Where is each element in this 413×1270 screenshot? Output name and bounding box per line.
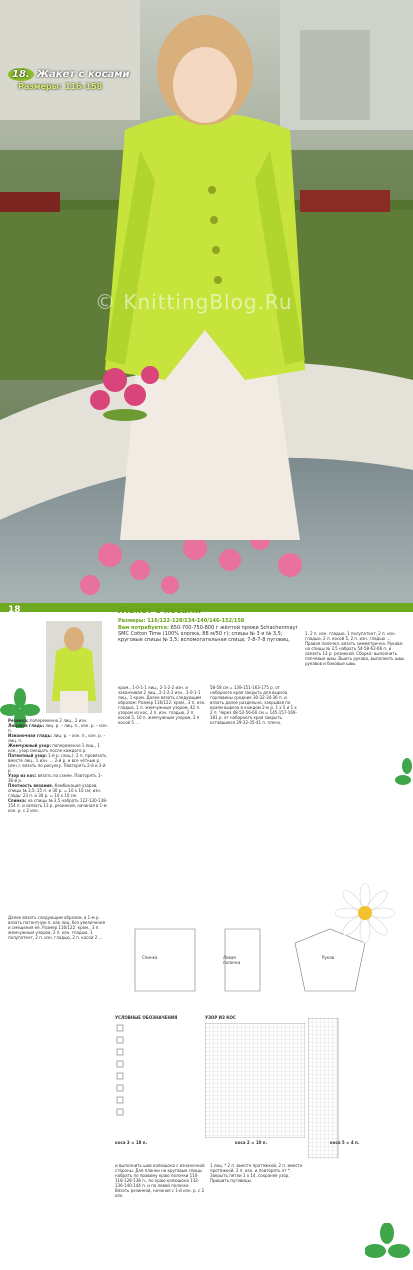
materials-label: Вам потребуется:: [118, 625, 169, 631]
braid3-label: коса 3 = 18 п.: [115, 1140, 148, 1145]
photo-caption: [8, 68, 129, 81]
legend-title: УСЛОВНЫЕ ОБОЗНАЧЕНИЯ: [115, 1015, 178, 1020]
materials: [118, 625, 308, 643]
thumbnail-photo: [46, 621, 102, 713]
sizes-line: Размеры: 116/122-128/134-140/146-152/158: [118, 618, 245, 624]
lower-column-3: 1 лиц. * 2 п. вместе протяжкой, 2 п. вместе протяжкой, 2 п. изн. и повторять от *. Закрыть петли 1 х 14, сохраняя узор. Пришить пуговицы.: [210, 1163, 303, 1183]
braid-pattern-chart: [205, 1023, 305, 1138]
pattern-page: [0, 603, 413, 1270]
schema-sleeve-label: Рукав: [322, 955, 335, 960]
pattern-title: Жакет с косами: [36, 69, 130, 80]
legend-symbols: [115, 1023, 195, 1138]
daisy-decoration-icon: [335, 883, 395, 943]
leaf-decoration-icon: [365, 1223, 410, 1268]
schema-back-label: Спинка: [142, 955, 158, 960]
column-1: Резинка: попеременно 2 лиц., 2 изн. Лицевая гладь: лиц. р. – лиц. п., изн. р. – изн. п. Изнаночная гладь: лиц. р. – изн. п., изн. р. – лиц. п. Жемчужный узор: попеременно 1 лиц., 1 изн., узор смещать после каждого р. Патентный узор: 1-й р. (лиц.): 2 п. провязать вместе лиц., 1 изн. … 2-й р. и все чётные р. (изн.): вязать по рисунку. Повторять 2-й и 3-й р. Узор из кос: вязать по схеме. Повторять 1–36-й р. Плотность вязания. Комбинация узоров, спицы № 3,5: 25 п. и 30 р. = 10 х 10 см; изн. гладь: 23 п. и 30 р. = 10 х 10 см. Спинка: на спицы № 3,5 набрать 122-130-138-154 п. и связать 13 р. резинкой, начиная в 1-м изн. р. с 2 изн.: [8, 718, 108, 813]
pattern-number: 18.: [8, 68, 34, 81]
column-3: 58-58 см = 139-151-163-175 р. от наборного края закрыть для выреза горловины средние 30-32-34-36 п. и вязать далее раздельно, закрывая по краям выреза в каждом 2-м р. 1 х 5 и 1 х 2 п. Через 48-52-56-60 см = 145-157-169-181 р. от наборного края закрыть оставшиеся 29-32-35-41 п. плеча.: [210, 685, 297, 725]
materials-text: 650-700-750-800 г жёлтой пряжи Schachenmayr SMC Cotton Time (100% хлопка, 88 м/50 г); спицы № 3 и № 3,5; круговые спицы № 3,5; вспомогательная спица; 7-8-7-8 пуговиц.: [118, 625, 298, 643]
pattern-chart-title: УЗОР ИЗ КОС: [205, 1015, 236, 1020]
column-4: 1, 2 п. изн. гладью, 1 полупатент, 2 п. изн. гладью, 2 п. косой 5, 2 п. изн. гладью … Правая полочка: вязать симметрично. Рукава: на спицы № 3,5 набрать 54-58-62-66 п. и связать 13 р. резинкой. Сборка: выполнить плечевые швы. Вшить рукава, выполнить швы рукавов и боковые швы.: [305, 631, 404, 666]
watermark: © KnittingBlog.Ru: [95, 290, 293, 314]
page-title: Жакет с косами: [118, 606, 202, 616]
lower-column-1: Далее вязать следующим образом, в 1-м р. вязать патентную п. как лиц. без увеличения и смещения её. Размер 116/122: кром., 3 п. жемчужным узором, 2 п. изн. гладью, 1 полупатент, 2 п. изн. гладью, 2 п. косой 2 …: [8, 915, 105, 940]
page-number: 18: [8, 605, 21, 615]
photo-sizes: Размеры: 116–158: [18, 82, 103, 91]
column-2: кром., 1-0-1-1 лиц., 2-1-2-2 изн. и заканчивая 2 лиц., 2-1-2-2 изн., 1-0-1-1 лиц., 1 кром. Далее вязать следующим образом: Размер 116/122: кром., 3 п. изн. гладью, 1 п. жемчужным узором, 42 п. узором из кос, 2 п. изн. гладью, 2 п. косой 5, 10 п. жемчужным узором, 2 п. косой 5 …: [118, 685, 206, 725]
braid2-label: коса 2 = 10 п.: [235, 1140, 268, 1145]
stitch-chart-right: [308, 1018, 408, 1158]
lower-column-2: и выполнить шов капюшона с изнаночной стороны. Для планки на круговые спицы набрать по правому краю полочки 110-118-128-138 п., по краю капюшона 132-136-140-144 п. и по левой полочке. Вязать резинкой, начиная с 1-й изн. р. с 2 изн.: [115, 1163, 205, 1198]
header-bar: [0, 603, 413, 612]
braid5-label: коса 5 = 4 п.: [330, 1140, 360, 1145]
cover-photo: [0, 0, 413, 603]
schema-left-front-label: Левая полочка: [223, 955, 241, 965]
